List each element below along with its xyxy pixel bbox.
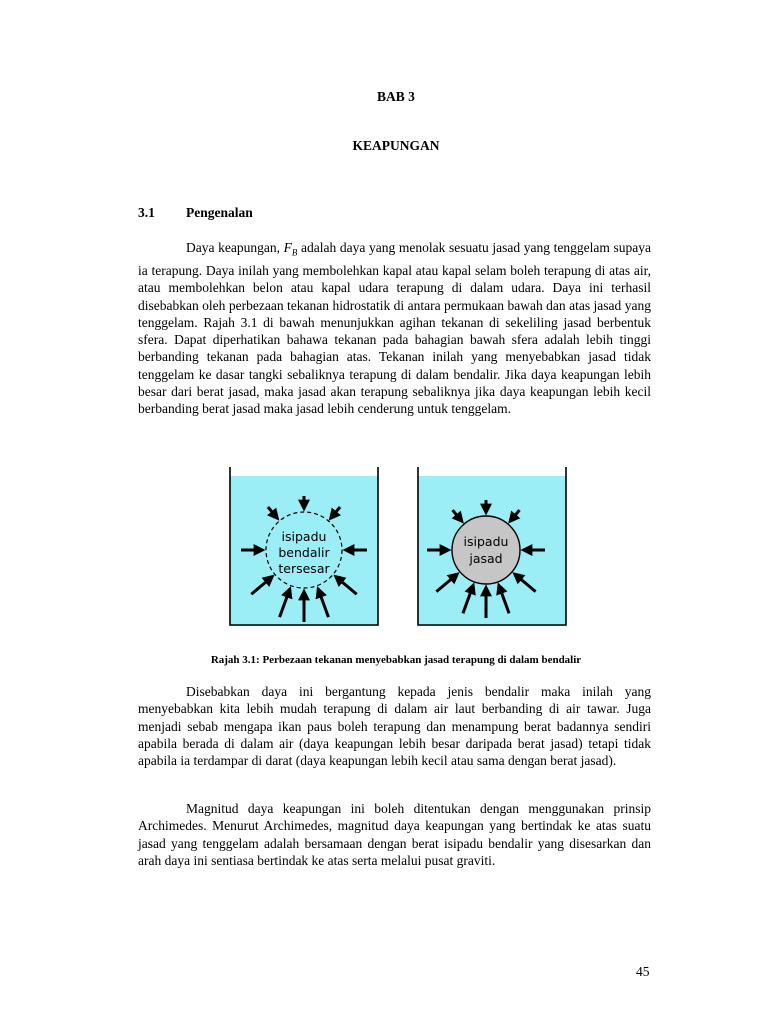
figure-caption: Rajah 3.1: Perbezaan tekanan menyebabkan jasad terapung di dalam bendalir: [210, 654, 582, 666]
page-number: 45: [636, 964, 650, 979]
section-heading: [138, 205, 253, 221]
chapter-title: KEAPUNGAN: [352, 138, 440, 153]
paragraph-intro: [138, 239, 651, 418]
label-left-line3: tersesar: [278, 561, 330, 576]
figure-pressure-distribution: [218, 462, 580, 630]
right-tank: [418, 467, 566, 626]
paragraph-intro-start: Daya keapungan,: [186, 240, 284, 255]
section-title: Pengenalan: [186, 205, 253, 220]
submerged-body: [452, 516, 520, 584]
label-right-line2: jasad: [469, 551, 503, 566]
paragraph-intro-rest: adalah daya yang menolak sesuatu jasad yang tenggelam supaya ia terapung. Daya inilah yang membolehkan kapal atau kapal selam boleh terapung di atas air, atau membolehkan belon atau kapal udara terapung di dalam udara. Daya ini terhasil disebabkan oleh perbezaan tekanan hidrostatik di antara permukaan bawah dan atas jasad yang tenggelam. Rajah 3.1 di bawah menunjukkan agihan tekanan di sekeliling jasad berbentuk sfera. Dapat diperhatikan bahawa tekanan pada bahagian bawah sfera adalah lebih tinggi berbanding tekanan pada bahagian atas. Tekanan inilah yang menyebabkan jasad tidak tenggelam ke dasar tangki sebaliknya terapung di dalam bendalir. Jika daya keapungan lebih besar dari berat jasad, maka jasad akan terapung sebaliknya jika daya keapungan lebih kecil berbanding berat jasad maka jasad lebih cenderung untuk tenggelam.: [138, 240, 651, 417]
label-left-line1: isipadu: [281, 529, 327, 544]
left-tank: [230, 467, 378, 626]
paragraph-fluid-type: Disebabkan daya ini bergantung kepada jenis bendalir maka inilah yang menyebabkan kita lebih mudah terapung di dalam air laut berbanding di air tawar. Juga menjadi sebab mengapa ikan paus boleh terapung dan menampung berat badannya sendiri apabila berada di dalam air (daya keapungan lebih besar daripada berat jasad) tetapi tidak apabila ia terdampar di darat (daya keapungan lebih kecil atau sama dengan berat jasad).: [138, 684, 651, 769]
chapter-number: BAB 3: [377, 89, 415, 104]
label-left-line2: bendalir: [278, 545, 330, 560]
buoyancy-subscript: B: [291, 247, 298, 258]
paragraph-archimedes: Magnitud daya keapungan ini boleh ditentukan dengan menggunakan prinsip Archimedes. Menurut Archimedes, magnitud daya keapungan yang bertindak ke atas suatu jasad yang tenggelam adalah bersamaan dengan berat isipadu bendalir yang disesarkan dan arah daya ini sentiasa bertindak ke atas serta melalui pusat graviti.: [138, 801, 651, 868]
buoyancy-symbol: F: [283, 240, 292, 255]
section-number: 3.1: [138, 205, 155, 220]
label-right-line1: isipadu: [463, 534, 509, 549]
